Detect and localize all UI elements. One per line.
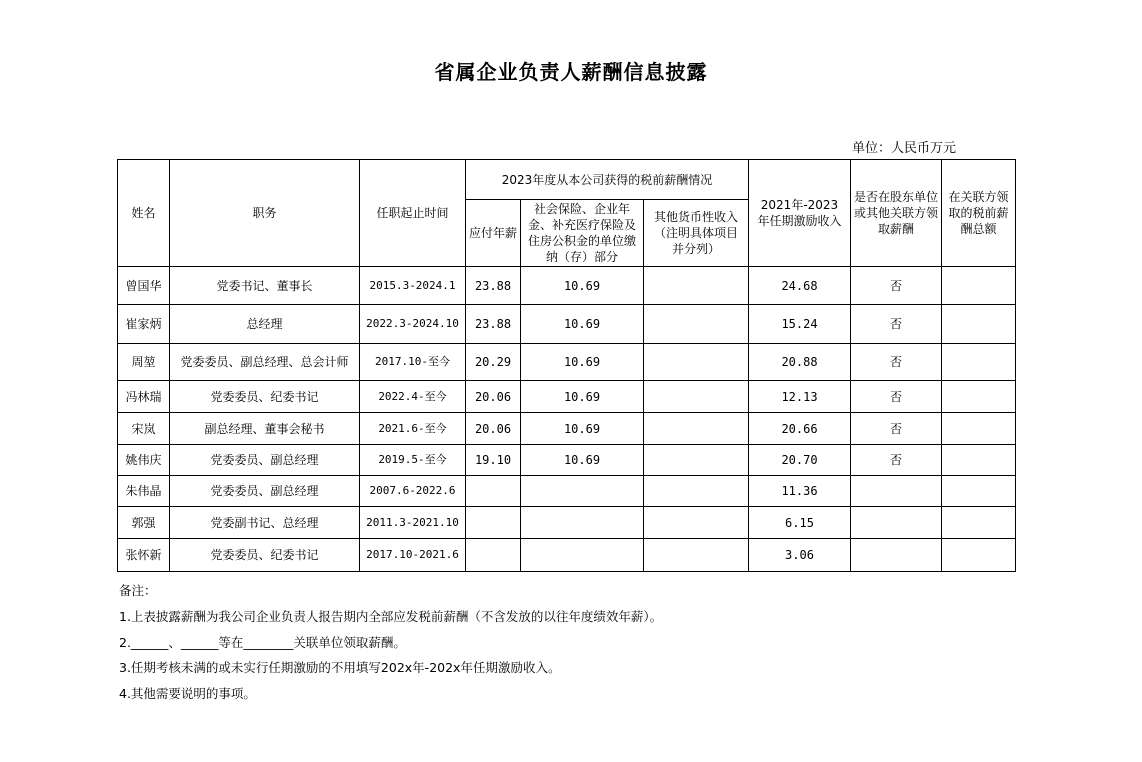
cell-related <box>942 381 1016 413</box>
cell-salary: 19.10 <box>466 445 521 476</box>
cell-social: 10.69 <box>521 381 644 413</box>
cell-name: 周堃 <box>118 344 170 381</box>
cell-incentive: 12.13 <box>749 381 851 413</box>
table-row <box>118 305 1016 344</box>
cell-incentive: 20.70 <box>749 445 851 476</box>
cell-salary: 20.06 <box>466 413 521 445</box>
cell-social: 10.69 <box>521 413 644 445</box>
header-shareholder: 是否在股东单位或其他关联方领取薪酬 <box>851 160 942 267</box>
cell-salary <box>466 507 521 539</box>
table-row <box>118 476 1016 507</box>
note-item: 4.其他需要说明的事项。 <box>119 686 256 701</box>
cell-other <box>644 445 749 476</box>
cell-social <box>521 507 644 539</box>
cell-position: 总经理 <box>170 305 360 344</box>
cell-shareholder: 否 <box>851 344 942 381</box>
cell-social: 10.69 <box>521 344 644 381</box>
cell-term: 2017.10-至今 <box>360 344 466 381</box>
cell-shareholder: 否 <box>851 381 942 413</box>
cell-shareholder: 否 <box>851 267 942 305</box>
cell-term: 2007.6-2022.6 <box>360 476 466 507</box>
cell-social: 10.69 <box>521 305 644 344</box>
unit-label: 单位：人民币万元 <box>852 141 957 156</box>
cell-name: 冯林瑞 <box>118 381 170 413</box>
table-row <box>118 445 1016 476</box>
page-title: 省属企业负责人薪酬信息披露 <box>434 60 708 84</box>
table-row <box>118 344 1016 381</box>
cell-social: 10.69 <box>521 267 644 305</box>
cell-term: 2019.5-至今 <box>360 445 466 476</box>
cell-salary: 23.88 <box>466 267 521 305</box>
cell-position: 党委书记、董事长 <box>170 267 360 305</box>
cell-social: 10.69 <box>521 445 644 476</box>
salary-table <box>117 159 1016 572</box>
header-row-top <box>118 160 1016 200</box>
cell-incentive: 11.36 <box>749 476 851 507</box>
table-row <box>118 381 1016 413</box>
cell-other <box>644 476 749 507</box>
cell-position: 党委委员、副总经理、总会计师 <box>170 344 360 381</box>
cell-term: 2022.3-2024.10 <box>360 305 466 344</box>
cell-name: 张怀新 <box>118 539 170 572</box>
cell-position: 党委委员、副总经理 <box>170 445 360 476</box>
cell-incentive: 20.66 <box>749 413 851 445</box>
header-related: 在关联方领取的税前薪酬总额 <box>942 160 1016 267</box>
cell-social <box>521 476 644 507</box>
table-row <box>118 539 1016 572</box>
cell-related <box>942 413 1016 445</box>
note-item: 2.______、______等在________关联单位领取薪酬。 <box>119 635 406 650</box>
cell-position: 党委委员、副总经理 <box>170 476 360 507</box>
cell-other <box>644 507 749 539</box>
header-incentive: 2021年-2023年任期激励收入 <box>749 160 851 267</box>
cell-other <box>644 344 749 381</box>
cell-salary: 20.06 <box>466 381 521 413</box>
cell-name: 崔家炳 <box>118 305 170 344</box>
cell-name: 郭强 <box>118 507 170 539</box>
cell-term: 2022.4-至今 <box>360 381 466 413</box>
cell-term: 2011.3-2021.10 <box>360 507 466 539</box>
cell-other <box>644 381 749 413</box>
cell-term: 2017.10-2021.6 <box>360 539 466 572</box>
cell-salary <box>466 476 521 507</box>
cell-salary: 23.88 <box>466 305 521 344</box>
cell-other <box>644 413 749 445</box>
header-name: 姓名 <box>118 160 170 267</box>
header-term: 任职起止时间 <box>360 160 466 267</box>
cell-incentive: 6.15 <box>749 507 851 539</box>
cell-shareholder: 否 <box>851 445 942 476</box>
cell-related <box>942 539 1016 572</box>
cell-related <box>942 445 1016 476</box>
cell-social <box>521 539 644 572</box>
cell-related <box>942 344 1016 381</box>
cell-incentive: 24.68 <box>749 267 851 305</box>
cell-position: 党委委员、纪委书记 <box>170 381 360 413</box>
cell-position: 党委副书记、总经理 <box>170 507 360 539</box>
cell-salary <box>466 539 521 572</box>
cell-related <box>942 305 1016 344</box>
cell-shareholder: 否 <box>851 413 942 445</box>
cell-name: 宋岚 <box>118 413 170 445</box>
header-salary: 应付年薪 <box>466 200 521 267</box>
cell-other <box>644 305 749 344</box>
cell-name: 曾国华 <box>118 267 170 305</box>
cell-salary: 20.29 <box>466 344 521 381</box>
cell-position: 党委委员、纪委书记 <box>170 539 360 572</box>
header-group: 2023年度从本公司获得的税前薪酬情况 <box>466 160 749 200</box>
cell-shareholder <box>851 507 942 539</box>
note-item: 3.任期考核未满的或未实行任期激励的不用填写202x年-202x年任期激励收入。 <box>119 660 561 675</box>
cell-incentive: 15.24 <box>749 305 851 344</box>
cell-term: 2021.6-至今 <box>360 413 466 445</box>
cell-related <box>942 507 1016 539</box>
cell-other <box>644 267 749 305</box>
cell-name: 朱伟晶 <box>118 476 170 507</box>
cell-position: 副总经理、董事会秘书 <box>170 413 360 445</box>
table-row <box>118 413 1016 445</box>
cell-shareholder <box>851 476 942 507</box>
cell-shareholder: 否 <box>851 305 942 344</box>
cell-related <box>942 267 1016 305</box>
table-row <box>118 267 1016 305</box>
header-position: 职务 <box>170 160 360 267</box>
cell-incentive: 20.88 <box>749 344 851 381</box>
header-other: 其他货币性收入（注明具体项目并分列） <box>644 200 749 267</box>
cell-name: 姚伟庆 <box>118 445 170 476</box>
notes-label: 备注： <box>119 583 157 598</box>
cell-term: 2015.3-2024.1 <box>360 267 466 305</box>
table-row <box>118 507 1016 539</box>
cell-incentive: 3.06 <box>749 539 851 572</box>
cell-shareholder <box>851 539 942 572</box>
header-social: 社会保险、企业年金、补充医疗保险及住房公积金的单位缴纳（存）部分 <box>521 200 644 267</box>
note-item: 1.上表披露薪酬为我公司企业负责人报告期内全部应发税前薪酬（不含发放的以往年度绩效年薪）。 <box>119 609 663 624</box>
cell-other <box>644 539 749 572</box>
cell-related <box>942 476 1016 507</box>
